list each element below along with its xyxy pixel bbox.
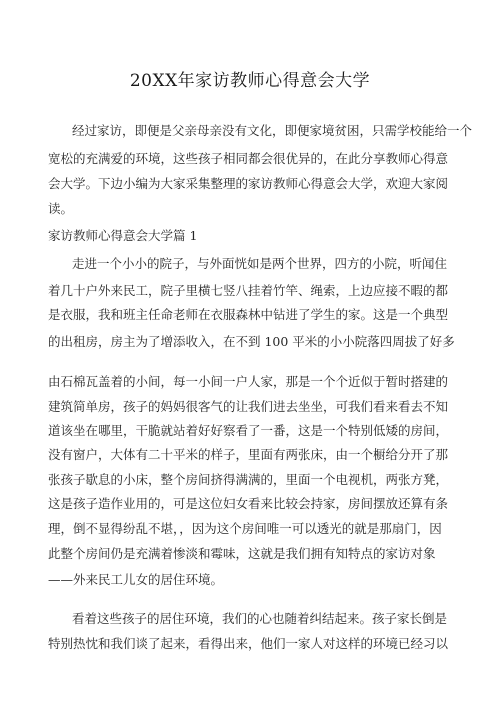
paragraph-line: 走进一个小小的院子，与外面恍如是两个世界，四方的小院，听闻住	[72, 256, 448, 271]
paragraph-line: 宽松的充满爱的环境，这些孩子相同都会很优异的，在此分享教师心得意	[48, 151, 449, 166]
paragraph-line: 这是孩子造作业用的，可是这位妇女看来比较会持家，房间摆放还算有条	[48, 496, 449, 511]
paragraph-line: 道该坐在哪里，干脆就站着好好察看了一番，这是一个特别低矮的房间，	[48, 423, 449, 438]
paragraph-line: 理，倒不显得纷乱不堪，，因为这个房间唯一可以透光的就是那扇门，因	[48, 521, 442, 536]
paragraph-line: 看着这些孩子的居住环境，我们的心也随着纠结起来。孩子家长倒是	[72, 611, 448, 626]
section-heading: 家访教师心得意会大学篇 1	[48, 228, 198, 243]
paragraph-line: 没有窗户，大体有二十平米的样子，里面有两张床，由一个橱给分开了那	[48, 447, 449, 462]
paragraph-line: 建筑简单房，孩子的妈妈很客气的让我们进去坐坐，可我们看来看去不知	[48, 399, 449, 414]
paragraph-line: 会大学。下边小编为大家采集整理的家访教师心得意会大学，欢迎大家阅	[48, 176, 449, 191]
paragraph-line: 此整个房间仍是充满着惨淡和霉味，这就是我们拥有知特点的家访对象	[48, 546, 436, 561]
paragraph-line: 着几十户外来民工，院子里横七竖八挂着竹竿、绳索，上边应接不暇的都	[48, 283, 449, 298]
paragraph-line: 经过家访，即便是父亲母亲没有文化，即便家境贫困，只需学校能给一个	[72, 123, 473, 138]
paragraph-line: ——外来民工儿女的居住环境。	[48, 572, 224, 587]
paragraph-line: 张孩子歇息的小床，整个房间挤得满满的，里面一个电视机，两张方凳，	[48, 472, 449, 487]
paragraph-line: 读。	[48, 201, 74, 216]
document-title: 20XX年家访教师心得意会大学	[129, 71, 371, 91]
paragraph-line: 由石棉瓦盖着的小间，每一小间一户人家，那是一个个近似于暂时搭建的	[48, 374, 449, 389]
paragraph-line: 特别热忱和我们谈了起来，看得出来，他们一家人对这样的环境已经习以	[48, 636, 449, 651]
paragraph-line: 是衣服，我和班主任命老师在衣服森林中钻进了学生的家。这是一个典型	[48, 307, 449, 322]
paragraph-line: 的出租房，房主为了增添收入，在不到 100 平米的小小院落四周拔了好多	[48, 334, 455, 349]
